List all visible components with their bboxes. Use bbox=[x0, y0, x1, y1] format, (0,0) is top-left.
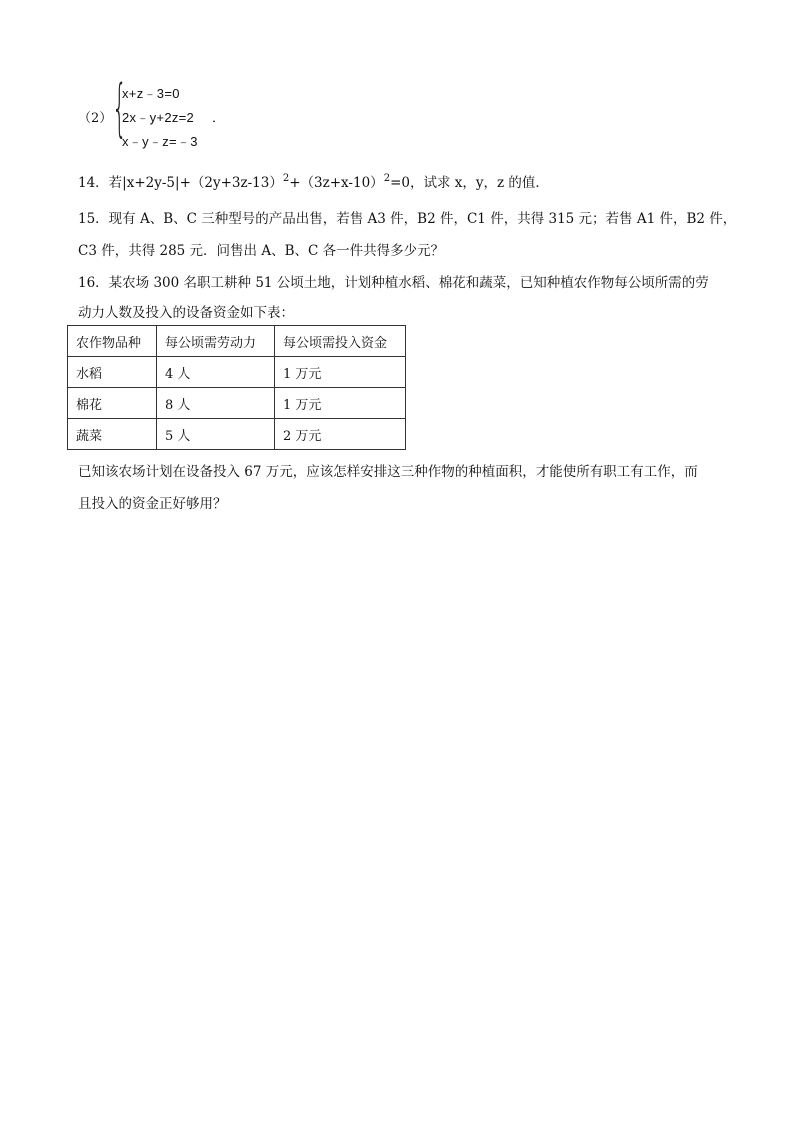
equation-1: x+z﹣3=0 bbox=[122, 86, 180, 101]
question-15-line-2: C3 件，共得 285 元．问售出 A、B、C 各一件共得多少元？ bbox=[78, 243, 445, 259]
table-row bbox=[68, 357, 406, 388]
equation-system bbox=[78, 71, 278, 151]
system-end-mark: ． bbox=[212, 111, 226, 126]
question-16-line-1: 16．某农场 300 名职工耕种 51 公顷土地，计划种植水稻、棉花和蔬菜，已知种植农作物每公顷所需的劳 bbox=[78, 275, 709, 291]
q14-text-2: +（3z+x-10） bbox=[289, 175, 384, 191]
table-row bbox=[68, 419, 406, 450]
question-16-line-2: 动力人数及投入的设备资金如下表： bbox=[78, 305, 294, 321]
subquestion-label: （2） bbox=[78, 111, 113, 126]
table-cell: 1 万元 bbox=[275, 388, 406, 419]
table-row bbox=[68, 388, 406, 419]
table-cell: 水稻 bbox=[68, 357, 157, 388]
question-16-after-line-1: 已知该农场计划在设备投入 67 万元，应该怎样安排这三种作物的种植面积，才能使所有职工有工作，而 bbox=[78, 464, 698, 480]
question-16-after-line-2: 且投入的资金正好够用？ bbox=[78, 496, 227, 512]
equation-3: x﹣y﹣z=﹣3 bbox=[122, 134, 198, 149]
q14-exponent-2: 2 bbox=[383, 173, 391, 184]
table-cell: 1 万元 bbox=[275, 357, 406, 388]
table-cell: 棉花 bbox=[68, 388, 157, 419]
table-cell: 8 人 bbox=[157, 388, 275, 419]
q14-text-3: =0，试求 x，y，z 的值． bbox=[390, 175, 549, 191]
question-15-line-1: 15．现有 A、B、C 三种型号的产品出售，若售 A3 件，B2 件，C1 件，共得 315 元；若售 A1 件，B2 件， bbox=[78, 211, 737, 227]
left-brace: { bbox=[112, 71, 127, 144]
table-header-cell: 农作物品种 bbox=[68, 326, 157, 357]
table-cell: 2 万元 bbox=[275, 419, 406, 450]
q14-exponent-1: 2 bbox=[282, 173, 290, 184]
table-cell: 4 人 bbox=[157, 357, 275, 388]
question-14 bbox=[78, 171, 549, 191]
q14-text-1: 14．若|x+2y-5|+（2y+3z-13） bbox=[78, 175, 283, 191]
crop-table bbox=[67, 325, 406, 450]
table-header-cell: 每公顷需劳动力 bbox=[157, 326, 275, 357]
table-cell: 5 人 bbox=[157, 419, 275, 450]
table-header-cell: 每公顷需投入资金 bbox=[275, 326, 406, 357]
table-header-row bbox=[68, 326, 406, 357]
equation-2: 2x﹣y+2z=2 bbox=[122, 110, 195, 125]
table-cell: 蔬菜 bbox=[68, 419, 157, 450]
